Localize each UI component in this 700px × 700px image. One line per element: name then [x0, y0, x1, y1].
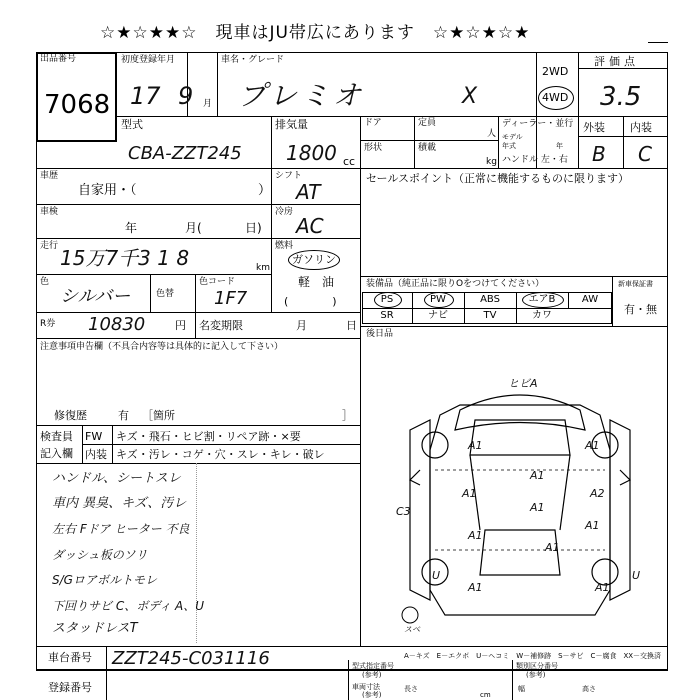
note-line-4: ダッシュ板のソリ: [52, 548, 148, 562]
equipment-pw-circle: [424, 292, 454, 308]
type-no-sub: (参考): [362, 671, 382, 679]
inspector-label: 検査員: [40, 430, 73, 443]
inspector-row1: キズ・飛石・ヒビ割・リペア跡・×要: [116, 430, 301, 443]
divider: [195, 312, 196, 338]
name-change-month: 月: [296, 319, 307, 332]
load-label: 積載: [418, 143, 437, 153]
note-line-2: 車内 異臭、キズ、汚レ: [52, 496, 187, 511]
divider: [536, 52, 537, 168]
damage-mark-3: A1: [530, 469, 545, 482]
interior-value: C: [638, 142, 652, 166]
load-unit: kg: [486, 157, 497, 167]
diagram-top-note: ヒビA: [508, 377, 538, 390]
equipment-ps-circle: [374, 292, 402, 308]
equipment-sr: SR: [380, 310, 394, 321]
damage-legend: A－キズ E－エクボ U－ヘコミ W－補修跡 S－サビ C－腐食 XX－交換済: [404, 652, 662, 660]
divider: [36, 312, 360, 313]
repair-label: 修復歴: [54, 409, 87, 422]
inspector-fw: FW: [85, 430, 103, 443]
fuel-gas: ガソリン: [292, 253, 336, 266]
door-label: ドア: [364, 118, 382, 128]
year-label: 年式: [502, 142, 516, 150]
inspector-row2: キズ・汚レ・コゲ・穴・スレ・キレ・破レ: [116, 448, 325, 461]
repair-place: ［箇所: [142, 409, 175, 422]
divider: [578, 68, 668, 69]
rating-label: 評価点: [594, 55, 639, 68]
interior-label: 内装: [630, 121, 652, 134]
divider: [612, 276, 613, 326]
divider: [360, 276, 668, 277]
lot-number: 7068: [44, 90, 111, 120]
first-reg-month: 9: [178, 82, 194, 110]
drive-circle: [538, 86, 574, 110]
divider: [414, 116, 415, 168]
name-change-day: 日: [346, 319, 357, 332]
mileage-unit: km: [256, 263, 270, 273]
damage-mark-10: U: [432, 569, 441, 582]
year-unit: 年: [556, 142, 563, 150]
equipment-aw: AW: [581, 294, 599, 305]
sales-point-label: セールスポイント（正常に機能するものに限ります）: [366, 172, 630, 185]
displacement-value: 1800: [286, 141, 337, 165]
chassis-value: ZZT245-C031116: [112, 648, 270, 669]
capacity-unit: 人: [487, 129, 497, 139]
equipment-leather: カワ: [532, 310, 552, 321]
divider: [623, 116, 624, 168]
diagram-side-note: C3: [396, 505, 411, 518]
mileage-label: 走行: [40, 241, 59, 251]
divider: [36, 204, 360, 205]
car-name-label: 車名・グレード: [221, 55, 285, 65]
first-reg-year: 17: [130, 82, 161, 110]
mileage-value: 15万7千3 1 8: [60, 246, 190, 270]
dotted-guide: [196, 463, 197, 643]
divider: [512, 660, 513, 700]
recycle-label: R券: [40, 319, 56, 329]
handle-label: ハンドル 左・右: [502, 155, 568, 165]
dims-length: 長さ: [404, 685, 418, 693]
divider: [360, 140, 498, 141]
divider: [36, 463, 360, 464]
divider: [36, 168, 668, 169]
dims-sub: (参考): [362, 691, 382, 699]
exterior-label: 外装: [583, 121, 605, 134]
history-close: ）: [258, 183, 272, 198]
diagram-bottom-note: スベ: [404, 625, 420, 634]
type-no-label: 型式指定番号: [352, 662, 394, 670]
inspection-month: 月(: [185, 221, 202, 235]
car-name: プレミオ: [238, 79, 365, 112]
chassis-label: 車台番号: [48, 651, 92, 664]
recycle-unit: 円: [175, 319, 186, 332]
history-value: 自家用・（: [78, 183, 137, 198]
fuel-label: 燃料: [275, 241, 294, 251]
repair-value: 有: [118, 409, 129, 422]
model-label: 型式: [121, 118, 143, 131]
damage-mark-5: A2: [590, 487, 605, 500]
drive-4wd: 4WD: [542, 91, 569, 104]
dims-label: 車両寸法: [352, 683, 380, 691]
dealer-label: ディーラー・並行: [502, 119, 574, 129]
warranty-value: 有・無: [624, 303, 657, 316]
note-line-7: スタッドレスT: [52, 621, 138, 636]
inspection-day: 日): [245, 221, 262, 235]
car-damage-diagram: [380, 360, 660, 640]
note-line-3: 左右 Fドア ヒーター 不良: [52, 522, 190, 536]
notes-label: 注意事項申告欄（不具合内容等は具体的に記入して下さい）: [40, 342, 284, 352]
divider: [217, 52, 218, 116]
dims-height: 高さ: [582, 685, 596, 693]
aircon-label: 冷房: [275, 207, 294, 217]
model-value: CBA-ZZT245: [128, 143, 242, 164]
divider: [360, 168, 361, 338]
damage-mark-12: A1: [595, 581, 610, 594]
divider: [36, 425, 360, 426]
divider: [195, 274, 196, 312]
note-line-1: ハンドル、シートスレ: [52, 471, 181, 486]
equipment-ps: PS: [380, 294, 394, 305]
inspector-field-label: 記入欄: [40, 447, 73, 460]
shift-label: シフト: [275, 171, 303, 181]
rating-value: 3.5: [600, 82, 642, 112]
recycle-value: 10830: [88, 314, 146, 335]
lot-label: 出品番号: [40, 54, 77, 64]
equipment-abs: ABS: [480, 294, 500, 305]
drive-2wd: 2WD: [542, 65, 569, 78]
note-line-6: 下回りサビ C、ボディ A、U: [52, 599, 205, 613]
aircon-value: AC: [296, 214, 324, 238]
dims-width: 幅: [518, 685, 525, 693]
equipment-navi: ナビ: [428, 310, 448, 321]
exterior-value: B: [592, 142, 606, 166]
equipment-pw: PW: [430, 294, 446, 305]
divider: [578, 52, 579, 168]
fuel-diesel: 軽 油: [298, 275, 335, 289]
name-change-label: 名変期限: [199, 319, 243, 332]
equipment-tv: TV: [483, 310, 497, 321]
damage-mark-7: A1: [468, 529, 483, 542]
inspector-interior: 内装: [85, 448, 107, 461]
registration-label: 登録番号: [48, 681, 92, 694]
divider: [360, 326, 668, 327]
color-code: 1F7: [214, 288, 248, 309]
shift-value: AT: [296, 180, 321, 204]
divider: [360, 116, 361, 168]
fuel-paren: ( ): [284, 295, 337, 308]
color-label: 色: [40, 277, 50, 287]
color-value: シルバー: [60, 286, 131, 307]
equipment-airbag: エアB: [528, 294, 556, 305]
damage-mark-1: A1: [468, 439, 483, 452]
divider: [117, 116, 668, 117]
dims-length-unit: cm: [480, 691, 491, 699]
divider: [36, 338, 360, 339]
equipment-airbag-circle: [522, 292, 564, 308]
damage-mark-2: A1: [585, 439, 600, 452]
divider: [271, 168, 272, 312]
divider: [271, 116, 272, 168]
repair-close: ］: [342, 409, 353, 422]
model-year-label: モデル: [502, 133, 523, 141]
damage-mark-9: A1: [545, 541, 560, 554]
damage-mark-8: A1: [585, 519, 600, 532]
class-no-sub: (参考): [526, 671, 546, 679]
divider: [348, 660, 349, 700]
car-grade: X: [462, 84, 478, 109]
divider: [36, 274, 271, 275]
color-change-label: 色替: [156, 289, 175, 299]
history-label: 車歴: [40, 171, 59, 181]
equipment-label: 装備品（純正品に限りOをつけてください）: [366, 279, 545, 289]
divider: [106, 646, 107, 700]
warranty-label: 新車保証書: [618, 280, 653, 288]
divider: [150, 274, 151, 312]
divider: [498, 116, 499, 168]
inspection-label: 車検: [40, 207, 59, 217]
capacity-label: 定員: [418, 118, 437, 128]
banner-dash: [648, 42, 668, 43]
divider: [362, 308, 612, 309]
damage-mark-11: A1: [468, 581, 483, 594]
divider: [36, 670, 668, 671]
class-no-label: 類別区分番号: [516, 662, 558, 670]
displacement-unit: cc: [343, 155, 356, 168]
inspection-year: 年: [125, 221, 138, 235]
displacement-label: 排気量: [275, 118, 308, 131]
divider: [578, 136, 668, 137]
divider: [36, 646, 668, 647]
fuel-circle: [288, 250, 340, 270]
damage-mark-6: A1: [530, 501, 545, 514]
divider: [360, 338, 361, 646]
banner-title: ☆★☆★★☆ 現車はJU帯広にあります ☆★☆★☆★: [100, 23, 531, 43]
divider: [82, 444, 360, 445]
damage-mark-4: A1: [462, 487, 477, 500]
damage-mark-13: U: [632, 569, 641, 582]
note-line-5: S/Gロアボルトモレ: [52, 573, 157, 587]
first-reg-label: 初度登録年月: [121, 55, 176, 65]
rear-seat-label: 後日品: [366, 329, 394, 339]
divider: [36, 238, 360, 239]
color-code-label: 色コード: [199, 277, 236, 287]
first-reg-month-unit: 月: [203, 99, 213, 109]
shape-label: 形状: [364, 143, 383, 153]
